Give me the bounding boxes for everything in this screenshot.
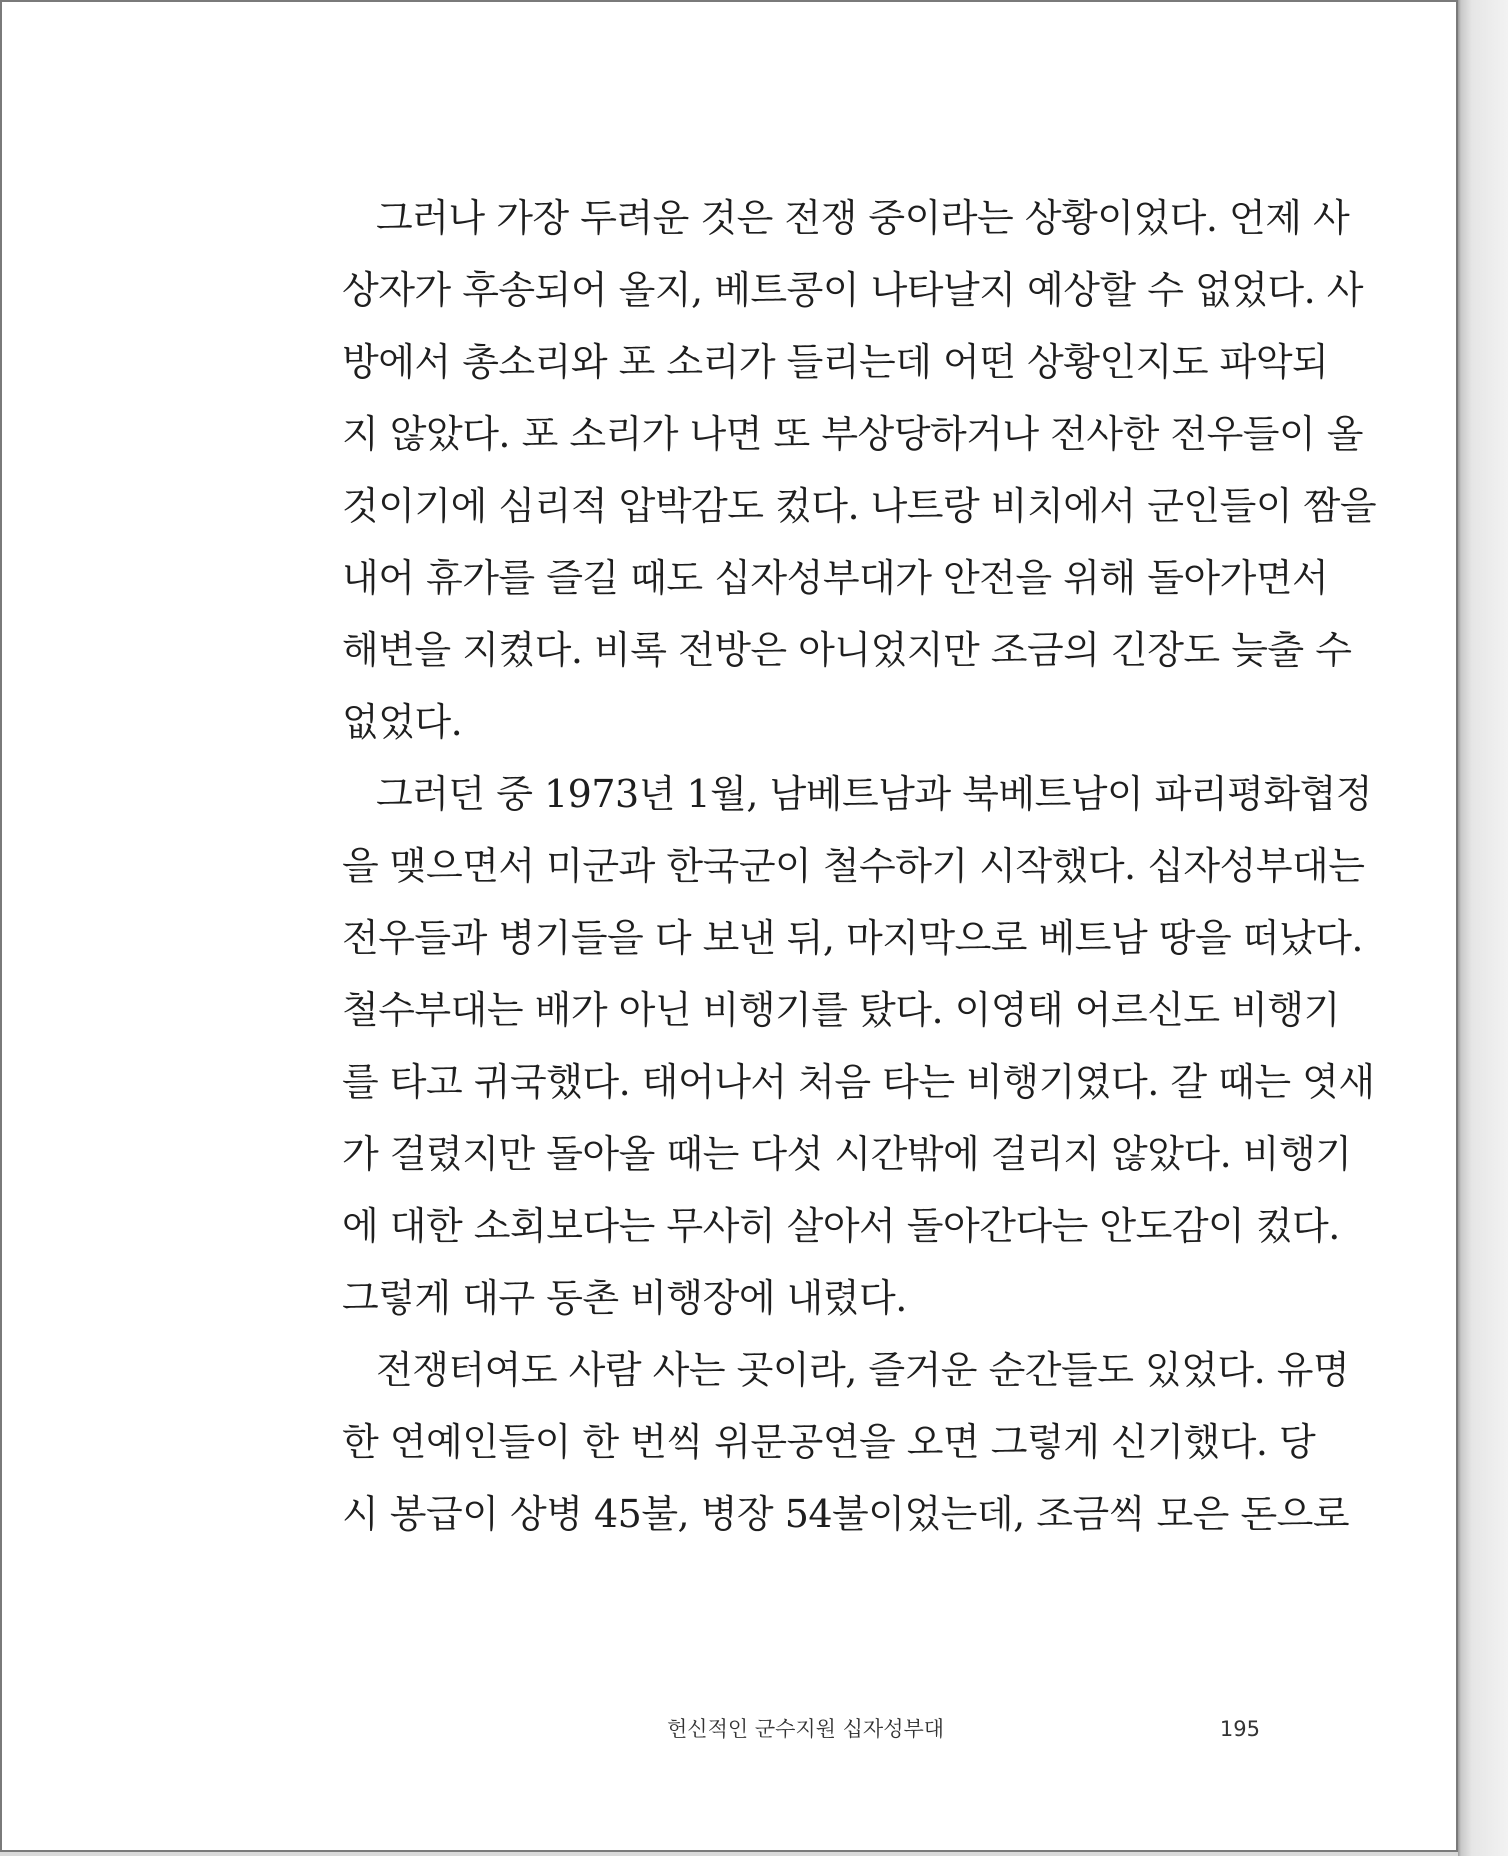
text-line: 을 맺으면서 미군과 한국군이 철수하기 시작했다. 십자성부대는 [342,844,1365,888]
text-line: 그렇게 대구 동촌 비행장에 내렸다. [342,1276,907,1320]
body-text [342,182,1377,1550]
text-line: 전우들과 병기들을 다 보낸 뒤, 마지막으로 베트남 땅을 떠났다. [342,916,1363,960]
text-line: 상자가 후송되어 올지, 베트콩이 나타날지 예상할 수 없었다. 사 [342,268,1363,312]
page-bottom-edge [0,1852,1458,1856]
text-line: 없었다. [342,700,463,744]
text-line: 것이기에 심리적 압박감도 컸다. 나트랑 비치에서 군인들이 짬을 [342,484,1377,528]
text-line: 철수부대는 배가 아닌 비행기를 탔다. 이영태 어르신도 비행기 [342,988,1340,1032]
text-line: 가 걸렸지만 돌아올 때는 다섯 시간밖에 걸리지 않았다. 비행기 [342,1132,1352,1176]
text-line: 그러던 중 1973년 1월, 남베트남과 북베트남이 파리평화협정 [376,772,1373,816]
page-footer [342,1714,1260,1744]
running-footer-title: 헌신적인 군수지원 십자성부대 [667,1717,945,1741]
text-line: 해변을 지켰다. 비록 전방은 아니었지만 조금의 긴장도 늦출 수 [342,628,1352,672]
text-line: 내어 휴가를 즐길 때도 십자성부대가 안전을 위해 돌아가면서 [342,556,1329,600]
text-line: 방에서 총소리와 포 소리가 들리는데 어떤 상황인지도 파악되 [342,340,1329,384]
text-line: 전쟁터여도 사람 사는 곳이라, 즐거운 순간들도 있었다. 유명 [376,1348,1350,1392]
text-line: 에 대한 소회보다는 무사히 살아서 돌아간다는 안도감이 컸다. [342,1204,1340,1248]
text-line: 한 연예인들이 한 번씩 위문공연을 오면 그렇게 신기했다. 당 [342,1420,1316,1464]
page-edge-shadow [1458,0,1508,1856]
text-line: 그러나 가장 두려운 것은 전쟁 중이라는 상황이었다. 언제 사 [376,196,1350,240]
text-line: 를 타고 귀국했다. 태어나서 처음 타는 비행기였다. 갈 때는 엿새 [342,1060,1375,1104]
text-line: 시 봉급이 상병 45불, 병장 54불이었는데, 조금씩 모은 돈으로 [342,1492,1350,1536]
text-line: 지 않았다. 포 소리가 나면 또 부상당하거나 전사한 전우들이 올 [342,412,1363,456]
page-number: 195 [1219,1717,1260,1741]
